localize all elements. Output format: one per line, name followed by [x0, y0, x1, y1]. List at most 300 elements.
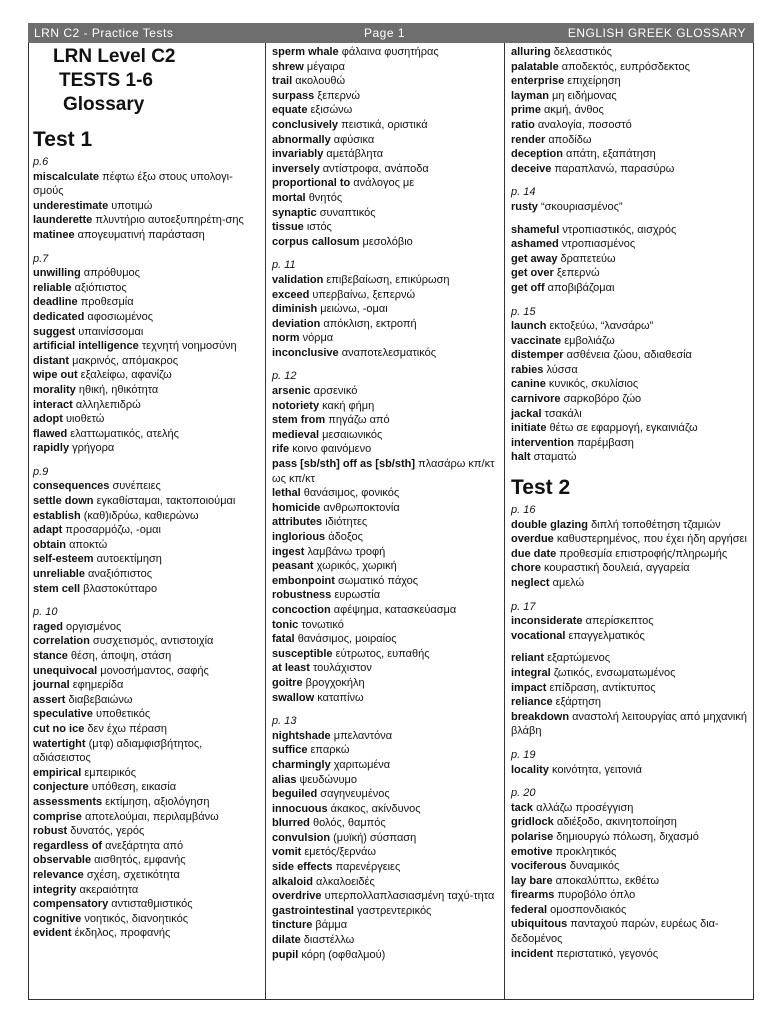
- glossary-term: suffice: [272, 744, 308, 757]
- header-left: LRN C2 - Practice Tests: [34, 26, 174, 40]
- glossary-definition: χωρικός, χωρική: [316, 560, 397, 573]
- glossary-entry: [272, 176, 500, 191]
- glossary-definition: αδιέξοδο, ακινητοποίηση: [556, 816, 677, 829]
- glossary-definition: αποδίδω: [548, 133, 592, 146]
- glossary-definition: μονοσήμαντος, σαφής: [100, 664, 209, 677]
- glossary-entry: [511, 614, 749, 629]
- glossary-definition: κοινότητα, γειτονιά: [551, 763, 642, 776]
- entries-continued: [272, 45, 500, 249]
- glossary-term: raged: [33, 620, 63, 633]
- glossary-entry: [33, 170, 261, 199]
- glossary-definition: “σκουριασμένος”: [540, 200, 623, 213]
- glossary-definition: αναστολή λειτουργίας από μηχανική βλάβη: [511, 710, 747, 738]
- glossary-entry: [272, 317, 500, 332]
- glossary-term: pass [sb/sth] off as [sb/sth]: [272, 458, 416, 471]
- glossary-entry: [272, 74, 500, 89]
- entries-p19: [511, 763, 749, 778]
- glossary-entry: [272, 288, 500, 303]
- entries-p17-cont: [511, 651, 749, 739]
- glossary-term: distant: [33, 354, 70, 367]
- glossary-term: validation: [272, 273, 324, 286]
- glossary-term: deviation: [272, 317, 321, 330]
- page-ref-7: p.7: [33, 252, 49, 265]
- glossary-definition: φάλαινα φυσητήρας: [341, 46, 439, 58]
- glossary-definition: (μτφ) αδιαμφισβήτητος, αδιάσειστος: [33, 737, 203, 765]
- glossary-definition: κοινο φαινόμενο: [292, 443, 372, 456]
- glossary-entry: [511, 450, 749, 465]
- glossary-definition: περιστατικό, γεγονός: [556, 947, 659, 960]
- glossary-term: stem from: [272, 414, 326, 427]
- glossary-entry: [511, 223, 749, 238]
- entries-p11: [272, 273, 500, 361]
- glossary-definition: άκακος, ακίνδυνος: [330, 802, 421, 815]
- glossary-entry: [272, 133, 500, 148]
- glossary-entry: [33, 295, 261, 310]
- glossary-term: breakdown: [511, 710, 570, 723]
- glossary-entry: [511, 666, 749, 681]
- glossary-term: exceed: [272, 288, 310, 301]
- glossary-definition: βάμμα: [315, 919, 348, 932]
- glossary-term: tonic: [272, 618, 299, 631]
- glossary-term: locality: [511, 763, 549, 776]
- glossary-entry: [272, 948, 500, 963]
- glossary-entry: [272, 399, 500, 414]
- glossary-entry: [511, 377, 749, 392]
- glossary-entry: [272, 515, 500, 530]
- glossary-entry: [511, 200, 749, 215]
- glossary-definition: πυροβόλο όπλο: [557, 889, 636, 902]
- glossary-term: prime: [511, 104, 541, 117]
- glossary-definition: συναπτικός: [319, 206, 376, 219]
- glossary-term: conjecture: [33, 781, 89, 794]
- glossary-entry: [272, 729, 500, 744]
- glossary-term: chore: [511, 562, 541, 575]
- glossary-entry: [272, 442, 500, 457]
- glossary-term: jackal: [511, 407, 542, 420]
- glossary-entry: [33, 824, 261, 839]
- glossary-term: innocuous: [272, 802, 328, 815]
- glossary-term: sperm whale: [272, 46, 339, 58]
- glossary-definition: διαστέλλω: [303, 934, 355, 947]
- glossary-definition: αμετάβλητα: [326, 148, 384, 161]
- glossary-entry: [33, 552, 261, 567]
- glossary-entry: [511, 45, 749, 60]
- entries-p15: [511, 319, 749, 465]
- glossary-term: canine: [511, 378, 546, 391]
- entries-p9: [33, 479, 261, 596]
- glossary-term: flawed: [33, 427, 68, 440]
- glossary-definition: παρενέργειες: [335, 861, 401, 874]
- glossary-definition: πειστικά, οριστικά: [341, 118, 428, 131]
- glossary-term: robust: [33, 825, 68, 838]
- glossary-definition: εφημερίδα: [72, 679, 124, 692]
- glossary-entry: [272, 235, 500, 250]
- glossary-term: establish: [33, 509, 81, 522]
- glossary-entry: [272, 384, 500, 399]
- glossary-term: fatal: [272, 633, 295, 646]
- glossary-entry: [33, 398, 261, 413]
- glossary-term: get off: [511, 281, 545, 294]
- glossary-entry: [33, 494, 261, 509]
- glossary-definition: άδοξος: [328, 531, 363, 543]
- glossary-definition: ασθένεια ζώου, αδιαθεσία: [566, 349, 692, 362]
- glossary-term: norm: [272, 332, 300, 345]
- glossary-definition: δεν έχω πέραση: [87, 722, 168, 735]
- glossary-term: reliable: [33, 281, 72, 294]
- glossary-term: artificial intelligence: [33, 340, 139, 353]
- glossary-term: rife: [272, 443, 290, 456]
- glossary-term: pupil: [272, 948, 299, 961]
- glossary-definition: ακολουθώ: [295, 75, 346, 88]
- glossary-definition: συσχετισμός, αντιστοιχία: [92, 635, 214, 648]
- glossary-entry: [511, 319, 749, 334]
- glossary-definition: δραπετεύω: [560, 252, 616, 265]
- glossary-entry: [272, 787, 500, 802]
- glossary-definition: εμβολιάζω: [564, 334, 615, 347]
- glossary-definition: ντροπιαστικός, αισχρός: [562, 223, 677, 236]
- glossary-definition: αλκαλοειδές: [316, 875, 375, 888]
- column-3: [511, 45, 749, 961]
- glossary-entry: [511, 118, 749, 133]
- glossary-definition: αποτελούμαι, περιλαμβάνω: [84, 810, 219, 823]
- glossary-definition: τουλάχιστον: [312, 662, 372, 675]
- glossary-definition: απερίσκεπτος: [585, 615, 654, 628]
- glossary-entry: [33, 441, 261, 456]
- glossary-term: correlation: [33, 635, 90, 648]
- glossary-entry: [272, 220, 500, 235]
- glossary-entry: [33, 427, 261, 442]
- glossary-entry: [33, 722, 261, 737]
- glossary-entry: [33, 780, 261, 795]
- glossary-definition: αποκτώ: [69, 538, 108, 551]
- glossary-entry: [511, 874, 749, 889]
- glossary-entry: [33, 354, 261, 369]
- glossary-term: conclusively: [272, 118, 339, 131]
- glossary-entry: [33, 810, 261, 825]
- header-page-number: Page 1: [364, 26, 406, 40]
- glossary-term: tissue: [272, 221, 304, 234]
- glossary-definition: απρόθυμος: [83, 267, 140, 280]
- page-ref-14: p. 14: [511, 186, 536, 199]
- glossary-entry: [272, 889, 500, 904]
- glossary-definition: σωματικό πάχος: [338, 574, 419, 587]
- glossary-definition: δυναμικός: [569, 860, 620, 873]
- glossary-definition: αντισταθμιστικός: [111, 898, 193, 911]
- glossary-term: halt: [511, 451, 531, 464]
- glossary-definition: σχέση, σχετικότητα: [86, 868, 180, 881]
- glossary-definition: κυνικός, σκυλίσιος: [548, 378, 639, 391]
- glossary-definition: υπαινίσσομαι: [78, 325, 144, 338]
- glossary-entry: [33, 912, 261, 927]
- glossary-entry: [511, 651, 749, 666]
- glossary-entry: [511, 133, 749, 148]
- glossary-definition: απάτη, εξαπάτηση: [566, 148, 656, 161]
- glossary-entry: [272, 816, 500, 831]
- page-ref-11: p. 11: [272, 259, 296, 272]
- glossary-entry: [511, 695, 749, 710]
- glossary-term: morality: [33, 383, 76, 396]
- glossary-term: attributes: [272, 516, 323, 529]
- glossary-term: abnormally: [272, 133, 331, 146]
- glossary-entry: [33, 199, 261, 214]
- glossary-term: beguiled: [272, 788, 318, 801]
- page-ref-9: p.9: [33, 465, 49, 478]
- glossary-entry: [511, 348, 749, 363]
- glossary-definition: ανθρωποκτονία: [323, 501, 400, 514]
- glossary-entry: [511, 947, 749, 962]
- glossary-definition: ξεπερνώ: [556, 267, 600, 280]
- glossary-entry: [511, 763, 749, 778]
- glossary-term: stance: [33, 650, 68, 662]
- glossary-entry: [511, 363, 749, 378]
- glossary-term: empirical: [33, 766, 82, 779]
- entries-p17: [511, 614, 749, 643]
- glossary-term: initiate: [511, 422, 547, 435]
- glossary-term: inversely: [272, 162, 320, 175]
- glossary-definition: ανεξάρτητα από: [105, 839, 184, 852]
- glossary-term: obtain: [33, 538, 66, 551]
- glossary-term: deceive: [511, 162, 552, 175]
- glossary-entry: [272, 89, 500, 104]
- glossary-term: palatable: [511, 60, 559, 73]
- glossary-term: matinee: [33, 228, 75, 241]
- glossary-term: arsenic: [272, 385, 311, 398]
- glossary-entry: [33, 228, 261, 243]
- glossary-term: invariably: [272, 148, 324, 161]
- glossary-term: at least: [272, 662, 310, 675]
- glossary-definition: αποκαλύπτω, εκθέτω: [555, 874, 660, 887]
- glossary-entry: [272, 206, 500, 221]
- glossary-entry: [511, 830, 749, 845]
- glossary-term: assessments: [33, 795, 103, 808]
- glossary-term: tincture: [272, 919, 313, 932]
- glossary-entry: [33, 649, 261, 664]
- glossary-definition: αφύσικα: [333, 133, 375, 146]
- glossary-entry: [33, 339, 261, 354]
- glossary-definition: υποθετικός: [95, 708, 151, 721]
- glossary-term: alkaloid: [272, 875, 313, 888]
- glossary-entry: [33, 412, 261, 427]
- glossary-entry: [272, 574, 500, 589]
- glossary-term: suggest: [33, 325, 76, 338]
- glossary-definition: νόρμα: [302, 332, 334, 345]
- glossary-entry: [33, 839, 261, 854]
- glossary-definition: υποτιμώ: [111, 199, 153, 212]
- glossary-entry: [511, 888, 749, 903]
- glossary-entry: [272, 588, 500, 603]
- page-ref-15: p. 15: [511, 305, 536, 318]
- page-ref-12: p. 12: [272, 370, 297, 383]
- glossary-entry: [272, 845, 500, 860]
- glossary-entry: [272, 802, 500, 817]
- glossary-entry: [272, 60, 500, 75]
- glossary-term: inconsiderate: [511, 615, 583, 628]
- glossary-term: federal: [511, 903, 548, 916]
- glossary-definition: χαριτωμένα: [333, 758, 391, 771]
- glossary-definition: γαστρεντερικός: [356, 904, 432, 917]
- column-1: [33, 45, 261, 941]
- glossary-entry: [272, 302, 500, 317]
- glossary-entry: [272, 486, 500, 501]
- glossary-entry: [511, 162, 749, 177]
- glossary-definition: διαβεβαιώνω: [68, 693, 133, 706]
- glossary-definition: επαγγελματικός: [568, 629, 645, 642]
- glossary-definition: υπόθεση, εικασία: [91, 781, 177, 794]
- glossary-definition: πηγάζω από: [328, 414, 390, 427]
- glossary-definition: επίδραση, αντίκτυπος: [549, 681, 656, 694]
- entries-p12: [272, 384, 500, 705]
- glossary-definition: κόρη (οφθαλμού): [301, 948, 386, 961]
- glossary-definition: εγκαθίσταμαι, τακτοποιούμαι: [96, 495, 236, 508]
- glossary-entry: [272, 162, 500, 177]
- entries-p14: [511, 200, 749, 215]
- glossary-definition: μεσαιωνικός: [322, 428, 383, 441]
- glossary-definition: εκτίμηση, αξιολόγηση: [105, 795, 210, 808]
- glossary-term: lay bare: [511, 874, 553, 887]
- glossary-definition: διπλή τοποθέτηση τζαμιών: [591, 518, 721, 531]
- glossary-definition: αναποτελεσματικός: [341, 346, 437, 359]
- glossary-term: diminish: [272, 303, 318, 316]
- column-divider: [265, 43, 266, 1000]
- glossary-title-line1: LRN Level C2: [53, 46, 176, 67]
- glossary-definition: εκτοξεύω, “λανσάρω”: [549, 320, 654, 333]
- glossary-term: compensatory: [33, 898, 109, 911]
- glossary-definition: ξεπερνώ: [317, 89, 360, 102]
- test-1-heading: Test 1: [33, 128, 93, 151]
- glossary-definition: εξάρτηση: [555, 696, 602, 709]
- glossary-term: proportional to: [272, 177, 351, 190]
- glossary-term: impact: [511, 681, 547, 694]
- glossary-definition: προσαρμόζω, -ομαι: [65, 524, 161, 537]
- glossary-definition: προθεσμία: [80, 296, 134, 309]
- glossary-definition: βρογχοκήλη: [305, 676, 365, 689]
- glossary-term: unreliable: [33, 568, 85, 581]
- glossary-definition: μειώνω, -ομαι: [320, 303, 388, 316]
- glossary-entry: [272, 530, 500, 545]
- glossary-term: emotive: [511, 845, 553, 858]
- glossary-definition: ακμή, άνθος: [544, 104, 604, 117]
- glossary-definition: αμελώ: [552, 577, 585, 589]
- glossary-definition: εμπειρικός: [84, 766, 137, 779]
- glossary-term: miscalculate: [33, 170, 100, 183]
- glossary-term: neglect: [511, 577, 550, 589]
- glossary-definition: σταματώ: [533, 451, 577, 464]
- glossary-entry: [511, 859, 749, 874]
- glossary-entry: [511, 74, 749, 89]
- glossary-term: unwilling: [33, 267, 81, 280]
- glossary-entry: [33, 795, 261, 810]
- glossary-definition: δημιουργώ πόλωση, διχασμό: [556, 830, 699, 843]
- header-right: ENGLISH GREEK GLOSSARY: [567, 26, 746, 40]
- glossary-entry: [272, 647, 500, 662]
- glossary-definition: θανάσιμος, φονικός: [303, 487, 400, 500]
- glossary-definition: βλαστοκύτταρο: [83, 582, 158, 595]
- glossary-term: vaccinate: [511, 334, 562, 347]
- glossary-definition: αξιόπιστος: [74, 281, 127, 294]
- glossary-entry: [272, 428, 500, 443]
- glossary-term: inglorious: [272, 531, 326, 543]
- glossary-entry: [33, 634, 261, 649]
- glossary-term: goitre: [272, 676, 303, 689]
- column-divider: [504, 43, 505, 1000]
- glossary-entry: [511, 237, 749, 252]
- glossary-term: rabies: [511, 363, 544, 376]
- glossary-definition: νοητικός, διανοητικός: [84, 912, 189, 925]
- glossary-term: adopt: [33, 413, 63, 426]
- glossary-definition: οργισμένος: [66, 620, 122, 633]
- glossary-term: get away: [511, 252, 558, 265]
- glossary-term: rapidly: [33, 442, 70, 455]
- glossary-entry: [33, 897, 261, 912]
- entries-p16: [511, 518, 749, 591]
- glossary-term: reliant: [511, 652, 545, 665]
- glossary-entry: [33, 766, 261, 781]
- glossary-term: intervention: [511, 436, 574, 449]
- glossary-definition: ηθική, ηθικότητα: [78, 383, 159, 396]
- glossary-entry: [33, 926, 261, 941]
- page-ref-6: p.6: [33, 156, 49, 168]
- glossary-term: vomit: [272, 846, 302, 859]
- entries-p13: [272, 729, 500, 963]
- glossary-term: ratio: [511, 118, 535, 131]
- glossary-entry: [272, 918, 500, 933]
- glossary-term: integrity: [33, 883, 77, 896]
- glossary-entry: [511, 392, 749, 407]
- glossary-definition: αφοσιωμένος: [87, 310, 154, 323]
- glossary-term: homicide: [272, 501, 321, 514]
- glossary-entry: [272, 118, 500, 133]
- glossary-term: vociferous: [511, 860, 567, 873]
- glossary-entry: [272, 691, 500, 706]
- page-ref-19: p. 19: [511, 748, 536, 761]
- glossary-entry: [33, 281, 261, 296]
- glossary-definition: (καθ)ιδρύω, καθιερώνω: [83, 509, 199, 522]
- glossary-definition: κακή φήμη: [322, 399, 375, 412]
- glossary-entry: [272, 831, 500, 846]
- glossary-term: inconclusive: [272, 346, 339, 359]
- glossary-term: incident: [511, 947, 554, 960]
- glossary-entry: [511, 60, 749, 75]
- glossary-title-line2: TESTS 1-6: [59, 70, 153, 91]
- glossary-term: underestimate: [33, 199, 109, 212]
- glossary-entry: [33, 567, 261, 582]
- page-header: [28, 23, 754, 43]
- glossary-definition: πέφτω έξω στους υπολογι-σμούς: [33, 170, 233, 198]
- glossary-definition: γρήγορα: [72, 442, 115, 455]
- glossary-definition: μπελαντόνα: [333, 729, 393, 742]
- glossary-definition: ψευδώνυμο: [299, 773, 357, 786]
- glossary-definition: συνέπειες: [112, 480, 161, 493]
- glossary-entry: [33, 664, 261, 679]
- glossary-term: notoriety: [272, 399, 320, 412]
- glossary-definition: εξαλείφω, αφανίζω: [80, 369, 172, 382]
- glossary-term: peasant: [272, 560, 314, 573]
- glossary-entry: [511, 845, 749, 860]
- glossary-entry: [272, 559, 500, 574]
- glossary-entry: [272, 331, 500, 346]
- glossary-entry: [33, 523, 261, 538]
- glossary-entry: [272, 661, 500, 676]
- glossary-definition: ανάλογος με: [353, 177, 415, 190]
- glossary-entry: [511, 252, 749, 267]
- glossary-definition: τονωτικό: [301, 618, 344, 631]
- glossary-definition: υιοθετώ: [66, 413, 105, 426]
- glossary-definition: μακρινός, απόμακρος: [72, 354, 178, 367]
- glossary-term: convulsion: [272, 831, 331, 844]
- glossary-entry: [511, 89, 749, 104]
- glossary-term: susceptible: [272, 647, 333, 660]
- glossary-definition: επιβεβαίωση, επικύρωση: [326, 273, 450, 286]
